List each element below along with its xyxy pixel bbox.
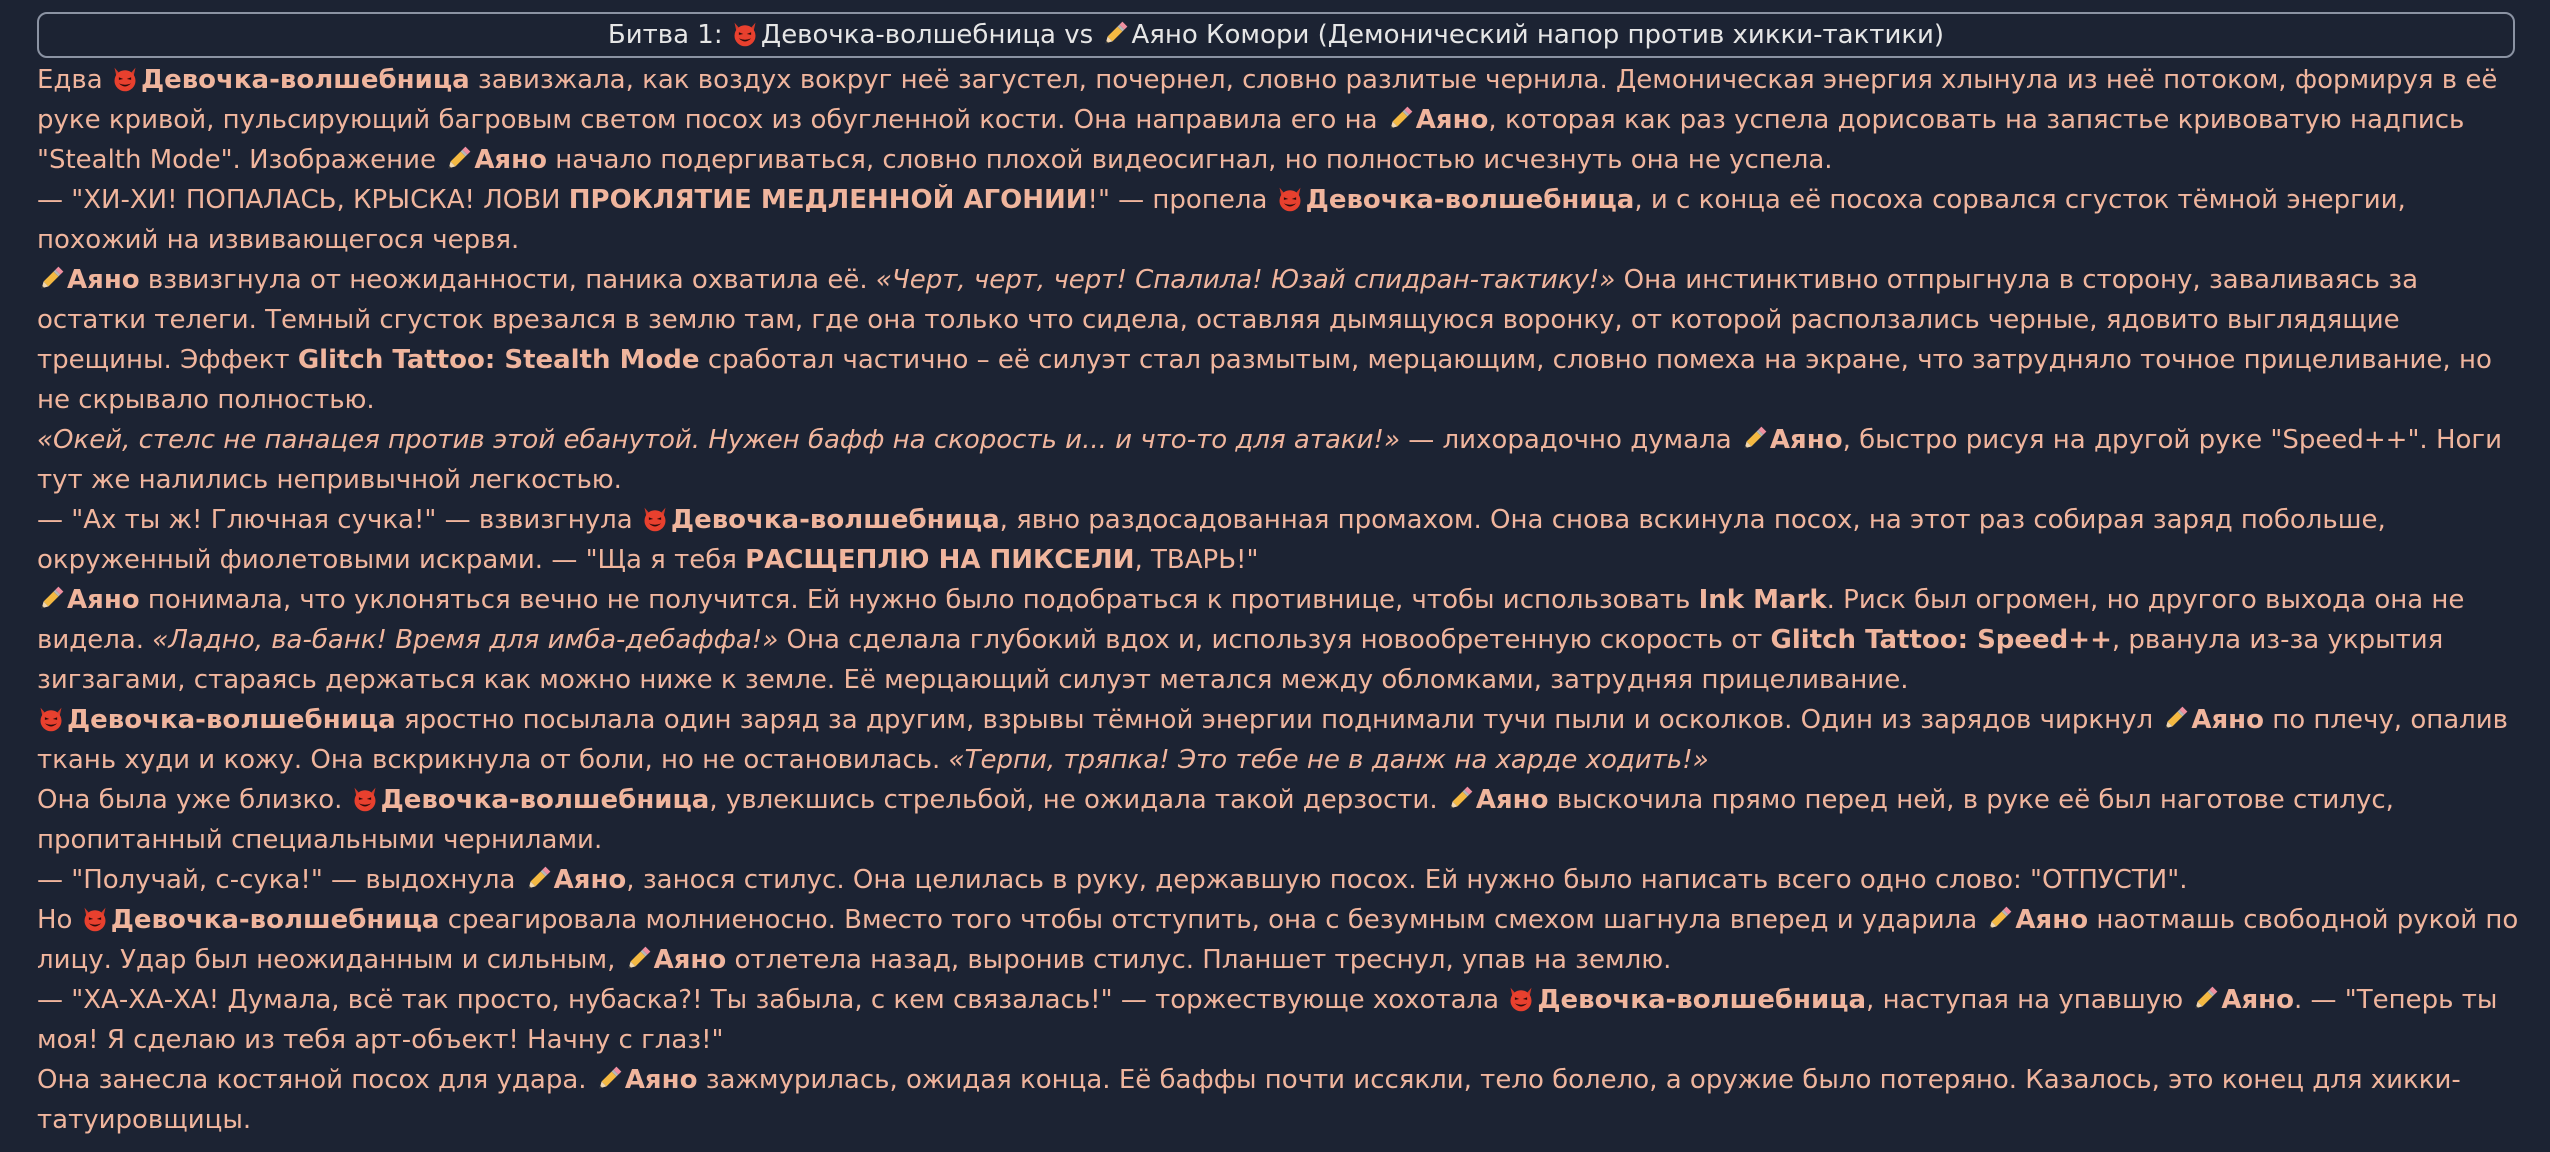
character-name-ayano: Аяно <box>1769 425 1843 455</box>
story-paragraph: Аяно понимала, что уклоняться вечно не получится. Ей нужно было подобраться к противнице, чтобы использовать Ink Mark. Риск был огромен, но другого выхода она не видела. «Ладно, ва-банк! Время для имба-дебаффа!» Она сделала глубокий вдох и, используя новообретенную скорость от Glitch Tattoo: Speed++, рванула из-за укрытия зигзагами, стараясь держаться как можно ниже к земле. Её мерцающий силуэт метался между обломками, затрудняя прицеливание. <box>37 585 2465 695</box>
character-name-magical-girl: Девочка-волшебница <box>110 905 440 935</box>
pencil-icon <box>1985 905 2013 933</box>
character-name-ayano: Аяно <box>2015 905 2089 935</box>
character-name-ayano: Аяно <box>624 1065 698 1095</box>
ability-name: Glitch Tattoo: Stealth Mode <box>297 345 700 375</box>
devil-face-icon <box>37 705 65 733</box>
devil-face-icon <box>731 20 759 48</box>
pencil-icon <box>1386 105 1414 133</box>
character-name-magical-girl: Девочка-волшебница <box>140 65 470 95</box>
battle-header <box>37 12 2515 58</box>
character-name-ayano: Аяно <box>67 585 140 615</box>
story-paragraph: Аяно взвизгнула от неожиданности, паника охватила её. «Черт, черт, черт! Спалила! Юзай спидран-тактику!» Она инстинктивно отпрыгнула в сторону, заваливаясь за остатки телеги. Темный сгусток врезался в землю там, где она только что сидела, оставляя дымящуюся воронку, от которой расползались черные, ядовито выглядящие трещины. Эффект Glitch Tattoo: Stealth Mode сработал частично – её силуэт стал размытым, мерцающим, словно помеха на экране, что затрудняло точное прицеливание, но не скрывало полностью. <box>37 265 2492 415</box>
character-name-magical-girl: Девочка-волшебница <box>380 785 710 815</box>
inner-thought: «Черт, черт, черт! Спалила! Юзай спидран-тактику!» <box>875 265 1616 295</box>
story-paragraph: Едва Девочка-волшебница завизжала, как воздух вокруг неё загустел, почернел, словно разлитые чернила. Демоническая энергия хлынула из неё потоком, формируя в её руке кривой, пульсирующий багровым светом посох из обугленной кости. Она направила его на Аяно, которая как раз успела дорисовать на запястье кривоватую надпись "Stealth Mode". Изображение Аяно начало подергиваться, словно плохой видеосигнал, но полностью исчезнуть она не успела. <box>37 65 2498 175</box>
inner-thought: «Окей, стелс не панацея против этой ебанутой. Нужен бафф на скорость и... и что-то для атаки!» <box>37 425 1400 455</box>
inner-thought: «Ладно, ва-банк! Время для имба-дебаффа!» <box>152 625 779 655</box>
devil-face-icon <box>641 505 669 533</box>
story-paragraph: — "Ах ты ж! Глючная сучка!" — взвизгнула Девочка-волшебница, явно раздосадованная промахом. Она снова вскинула посох, на этот раз собирая заряд побольше, окруженный фиолетовыми искрами. — "Ща я тебя РАСЩЕПЛЮ НА ПИКСЕЛИ, ТВАРЬ!" <box>37 505 2386 575</box>
battle-title-fighter1: Девочка-волшебница vs <box>760 20 1102 50</box>
devil-face-icon <box>1507 985 1535 1013</box>
story-paragraph: — "ХИ-ХИ! ПОПАЛАСЬ, КРЫСКА! ЛОВИ ПРОКЛЯТИЕ МЕДЛЕННОЙ АГОНИИ!" — пропела Девочка-волшебница, и с конца её посоха сорвался сгусток тёмной энергии, похожий на извивающегося червя. <box>37 185 2406 255</box>
story-paragraph: — "Получай, с-сука!" — выдохнула Аяно, занося стилус. Она целилась в руку, державшую посох. Ей нужно было написать всего одно слово: "ОТПУСТИ". <box>37 865 2188 895</box>
devil-face-icon <box>111 65 139 93</box>
ability-name: Glitch Tattoo: Speed++ <box>1770 625 2112 655</box>
pencil-icon <box>37 265 65 293</box>
devil-face-icon <box>81 905 109 933</box>
character-name-magical-girl: Девочка-волшебница <box>1537 985 1867 1015</box>
story-paragraph: Она была уже близко. Девочка-волшебница, увлекшись стрельбой, не ожидала такой дерзости. Аяно выскочила прямо перед ней, в руке её был наготове стилус, пропитанный специальными чернилами. <box>37 785 2394 855</box>
character-name-ayano: Аяно <box>2191 705 2264 735</box>
battle-title-prefix: Битва 1: <box>607 20 731 50</box>
ability-name: Ink Mark <box>1698 585 1827 615</box>
pencil-icon <box>1446 785 1474 813</box>
character-name-ayano: Аяно <box>67 265 140 295</box>
pencil-icon <box>2161 705 2189 733</box>
character-name-magical-girl: Девочка-волшебница <box>670 505 1000 535</box>
story-paragraph: — "ХА-ХА-ХА! Думала, всё так просто, нубаска?! Ты забыла, с кем связалась!" — торжествующе хохотала Девочка-волшебница, наступая на упавшую Аяно. — "Теперь ты моя! Я сделаю из тебя арт-объект! Начну с глаз!" <box>37 985 2498 1055</box>
character-name-magical-girl: Девочка-волшебница <box>67 705 396 735</box>
story-paragraph: Она занесла костяной посох для удара. Аяно зажмурилась, ожидая конца. Её баффы почти иссякли, тело болело, а оружие было потеряно. Казалось, это конец для хикки-татуировщицы. <box>37 1065 2461 1135</box>
character-name-ayano: Аяно <box>653 945 727 975</box>
character-name-magical-girl: Девочка-волшебница <box>1305 185 1635 215</box>
pencil-icon <box>595 1065 623 1093</box>
character-name-ayano: Аяно <box>1475 785 1549 815</box>
character-name-ayano: Аяно <box>1415 105 1489 135</box>
pencil-icon <box>524 865 552 893</box>
spell-name: ПРОКЛЯТИЕ МЕДЛЕННОЙ АГОНИИ <box>568 185 1088 215</box>
pencil-icon <box>37 585 65 613</box>
battle-story <box>37 60 2522 1140</box>
character-name-ayano: Аяно <box>2221 985 2294 1015</box>
character-name-ayano: Аяно <box>474 145 547 175</box>
pencil-icon <box>1101 20 1129 48</box>
battle-title-fighter2: Аяно Комори (Демонический напор против хикки-тактики) <box>1131 20 1945 50</box>
story-paragraph: «Окей, стелс не панацея против этой ебанутой. Нужен бафф на скорость и... и что-то для атаки!» — лихорадочно думала Аяно, быстро рисуя на другой руке "Speed++". Ноги тут же налились непривычной легкостью. <box>37 425 2502 495</box>
story-paragraph: Но Девочка-волшебница среагировала молниеносно. Вместо того чтобы отступить, она с безумным смехом шагнула вперед и ударила Аяно наотмашь свободной рукой по лицу. Удар был неожиданным и сильным, Аяно отлетела назад, выронив стилус. Планшет треснул, упав на землю. <box>37 905 2519 975</box>
pencil-icon <box>2191 985 2219 1013</box>
character-name-ayano: Аяно <box>553 865 627 895</box>
devil-face-icon <box>1276 185 1304 213</box>
spell-name: РАСЩЕПЛЮ НА ПИКСЕЛИ <box>745 545 1135 575</box>
pencil-icon <box>1740 425 1768 453</box>
pencil-icon <box>444 145 472 173</box>
devil-face-icon <box>351 785 379 813</box>
pencil-icon <box>624 945 652 973</box>
inner-thought: «Терпи, тряпка! Это тебе не в данж на харде ходить!» <box>948 745 1709 775</box>
story-paragraph: Девочка-волшебница яростно посылала один заряд за другим, взрывы тёмной энергии поднимали тучи пыли и осколков. Один из зарядов чиркнул Аяно по плечу, опалив ткань худи и кожу. Она вскрикнула от боли, но не остановилась. «Терпи, тряпка! Это тебе не в данж на харде ходить!» <box>37 705 2509 775</box>
